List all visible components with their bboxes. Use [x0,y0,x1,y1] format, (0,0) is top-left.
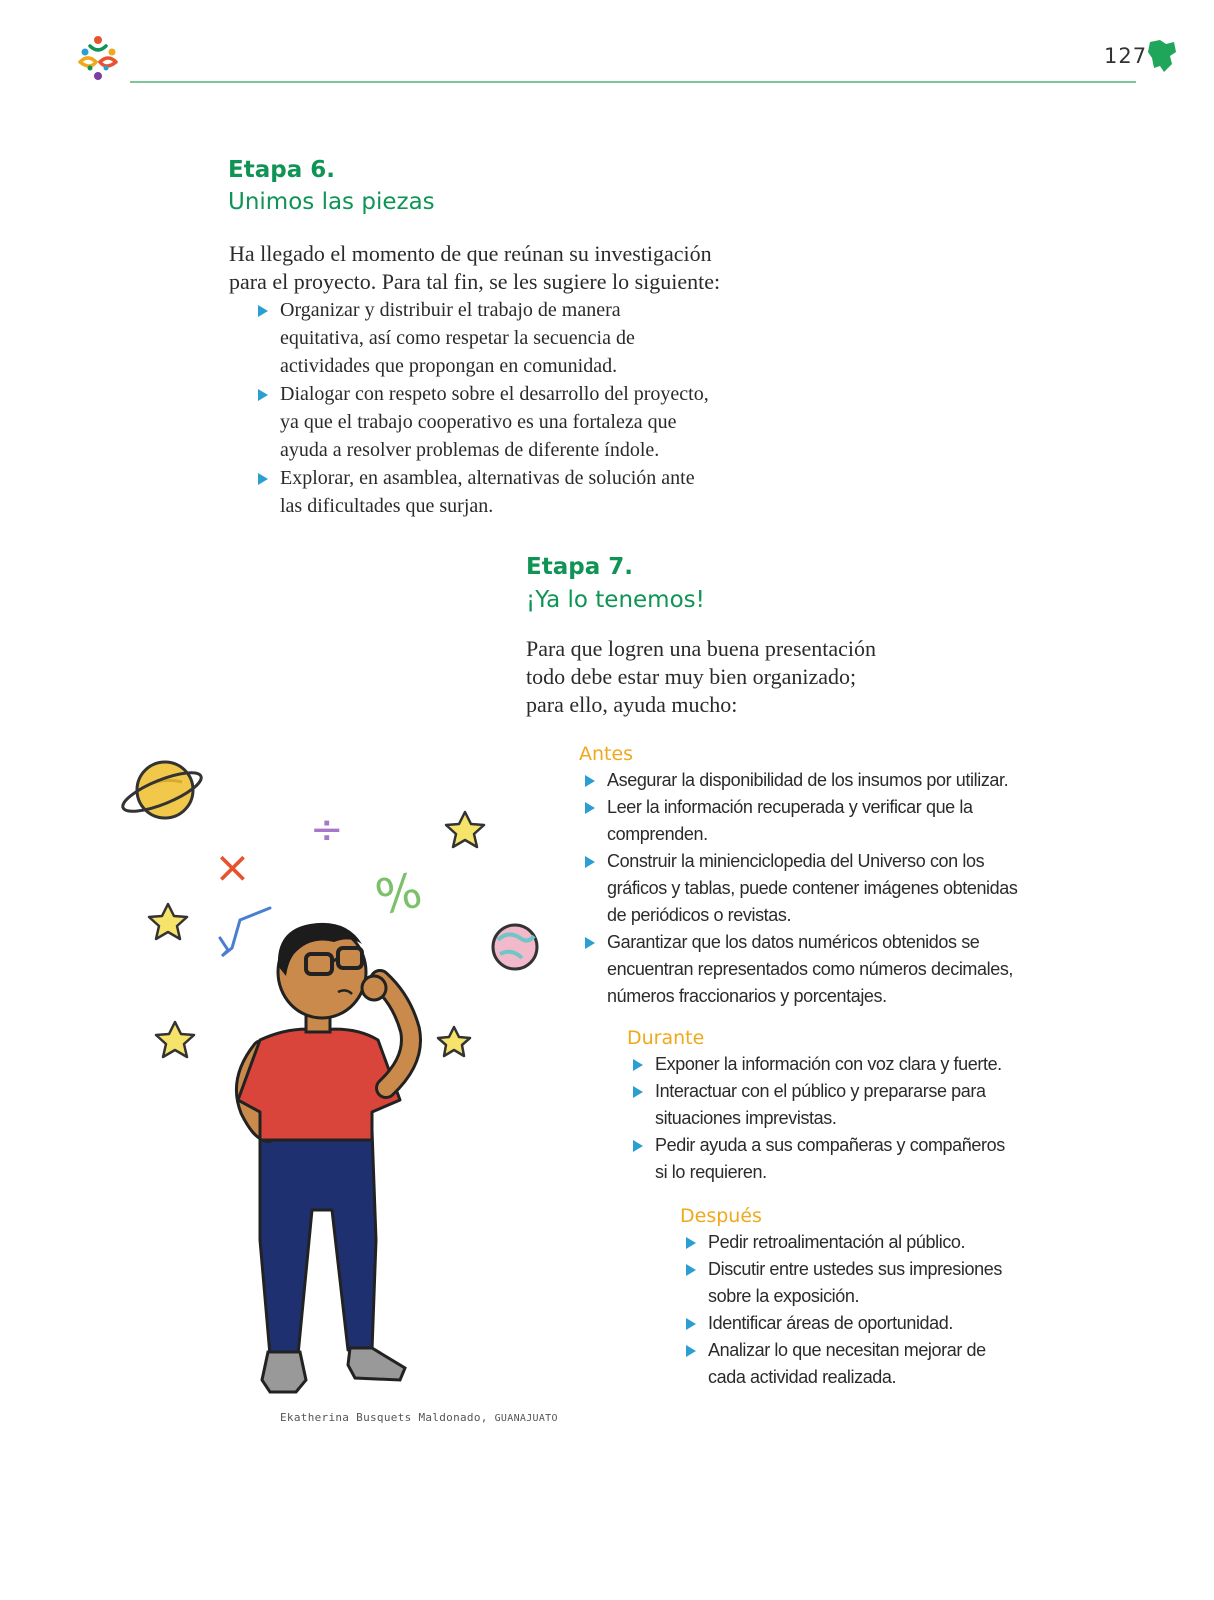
bullet-arrow-icon [258,305,268,317]
list-item: Asegurar la disponibilidad de los insumos por utilizar. [583,767,1017,794]
page-number: 127 [1104,44,1148,68]
bullet-arrow-icon [585,856,595,868]
antes-heading: Antes [579,743,634,765]
despues-heading: Después [680,1205,762,1227]
bullet-arrow-icon [633,1086,643,1098]
boy-figure [238,923,411,1392]
percent-symbol: % [370,862,427,927]
despues-list [684,1229,1002,1391]
bullet-arrow-icon [258,473,268,485]
etapa6-title: Etapa 6. [228,157,335,183]
bullet-arrow-icon [585,775,595,787]
list-item: Construir la minienciclopedia del Universo con los gráficos y tablas, puede contener imágenes obtenidas de periódicos o revistas. [583,848,1017,929]
etapa6-intro-line: para el proyecto. Para tal fin, se les sugiere lo siguiente: [229,269,721,294]
list-item: Identificar áreas de oportunidad. [684,1310,1002,1337]
list-item: Pedir retroalimentación al público. [684,1229,1002,1256]
bullet-arrow-icon [633,1059,643,1071]
bullet-arrow-icon [633,1140,643,1152]
etapa7-intro-line: para ello, ayuda mucho: [526,692,738,717]
durante-heading: Durante [627,1027,705,1049]
bullet-arrow-icon [585,802,595,814]
bullet-arrow-icon [258,389,268,401]
antes-list [583,767,1017,1010]
list-item: Exponer la información con voz clara y fuerte. [631,1051,1005,1078]
etapa7-title: Etapa 7. [526,554,633,580]
star-icon [438,1027,470,1056]
etapa7-subtitle: ¡Ya lo tenemos! [526,587,705,613]
illustration-credit: Ekatherina Busquets Maldonado, GUANAJUATO [280,1411,558,1424]
list-item: Explorar, en asamblea, alternativas de solución ante las dificultades que surjan. [256,464,709,520]
list-item: Leer la información recuperada y verificar que la comprenden. [583,794,1017,848]
thinking-boy-illustration [110,740,560,1400]
bullet-arrow-icon [585,937,595,949]
list-item: Dialogar con respeto sobre el desarrollo del proyecto, ya que el trabajo cooperativo es una fortaleza que ayuda a resolver problemas de diferente índole. [256,380,709,464]
bullet-arrow-icon [686,1318,696,1330]
bullet-arrow-icon [686,1264,696,1276]
etapa7-intro-line: todo debe estar muy bien organizado; [526,664,857,689]
list-item: Organizar y distribuir el trabajo de manera equitativa, así como respetar la secuencia de actividades que propongan en comunidad. [256,296,709,380]
header-rule [130,81,1136,83]
etapa6-intro-line: Ha llegado el momento de que reúnan su investigación [229,241,712,266]
star-icon [446,812,484,847]
etapa7-intro [526,635,876,719]
etapa6-subtitle: Unimos las piezas [228,189,435,215]
square-root-icon [220,908,270,956]
map-icon [1146,38,1178,74]
etapa7-intro-line: Para que logren una buena presentación [526,636,877,661]
list-item: Analizar lo que necesitan mejorar de cada actividad realizada. [684,1337,1002,1391]
saturn-icon [119,762,206,819]
divide-symbol: ÷ [310,807,344,853]
times-symbol: × [214,842,251,893]
logo-icon [72,32,124,84]
list-item: Discutir entre ustedes sus impresiones sobre la exposición. [684,1256,1002,1310]
star-icon [149,904,187,939]
star-icon [156,1022,194,1057]
list-item: Interactuar con el público y prepararse para situaciones imprevistas. [631,1078,1005,1132]
list-item: Pedir ayuda a sus compañeras y compañeros si lo requieren. [631,1132,1005,1186]
etapa6-intro [229,240,720,296]
list-item: Garantizar que los datos numéricos obtenidos se encuentran representados como números decimales, números fraccionarios y porcentajes. [583,929,1017,1010]
etapa6-list [256,296,709,520]
bullet-arrow-icon [686,1237,696,1249]
bullet-arrow-icon [686,1345,696,1357]
planet-icon [493,925,537,969]
durante-list [631,1051,1005,1186]
